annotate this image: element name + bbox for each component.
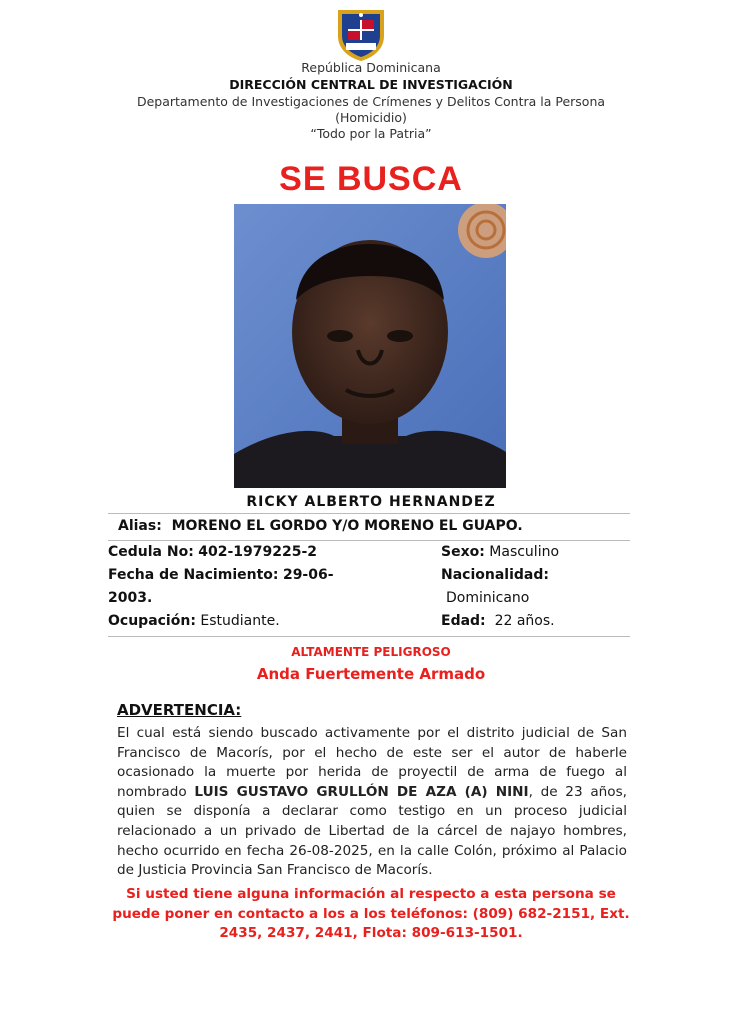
dob-label: Fecha de Nacimiento:	[108, 567, 279, 583]
dicrim-emblem-icon	[334, 6, 388, 62]
nationality-label: Nacionalidad:	[441, 567, 549, 583]
cedula-value: 402-1979225-2	[198, 544, 318, 560]
alias-label: Alias:	[118, 518, 162, 534]
nationality-value-field	[446, 587, 529, 609]
warning-body	[117, 724, 627, 881]
subject-name: RICKY ALBERTO HERNANDEZ	[246, 494, 496, 510]
divider	[108, 636, 630, 637]
sex-value: Masculino	[489, 544, 560, 560]
warning-text-after: , de 23 años, quien se disponía a declarar como testigo en un proceso judicial relacionado a un privado de Libertad de la cárcel de najayo hombres, hecho ocurrido en fecha 26-08-2025, en la calle Colón, próximo al Palacio de Justicia Provincia San Francisco de Macorís.	[117, 783, 627, 879]
sex-field	[441, 541, 559, 563]
contact-info: Si usted tiene alguna información al respecto a esta persona se puede poner en contacto a los a los teléfonos: (809) 682-2151, Ext. 2435, 2437, 2441, Flota: 809-613-1501.	[112, 886, 630, 942]
age-field	[441, 610, 555, 632]
dob-field-continued	[108, 587, 152, 609]
header-department: Departamento de Investigaciones de Crímenes y Delitos Contra la Persona	[136, 94, 606, 109]
occupation-value: Estudiante.	[200, 613, 280, 629]
header-motto: “Todo por la Patria”	[310, 126, 432, 141]
alias-row	[108, 513, 630, 541]
header-unit: (Homicidio)	[335, 110, 407, 125]
mugshot-photo	[234, 204, 506, 488]
wanted-title: SE BUSCA	[279, 160, 463, 198]
occupation-label: Ocupación:	[108, 613, 196, 629]
alias-value: MORENO EL GORDO Y/O MORENO EL GUAPO.	[171, 518, 523, 534]
warning-title: ADVERTENCIA:	[117, 701, 242, 719]
age-value: 22 años.	[494, 613, 555, 629]
occupation-field	[108, 610, 280, 632]
dob-value: 29-06-	[282, 567, 334, 583]
sex-label: Sexo:	[441, 544, 485, 560]
header-country: República Dominicana	[301, 60, 441, 75]
warning-text-before: El cual está siendo buscado activamente por el distrito judicial de San Francisco de Macorís, por el hecho de este ser el autor de haberle ocasionado la muerte por herida de proyectil de arma de fuego al nombrado	[117, 725, 627, 800]
cedula-field	[108, 541, 317, 563]
dob-value-year: 2003.	[108, 590, 153, 606]
dob-field	[108, 564, 334, 586]
age-label: Edad:	[441, 613, 486, 629]
nationality-field	[441, 564, 549, 586]
cedula-label: Cedula No:	[108, 544, 194, 560]
danger-level: ALTAMENTE PELIGROSO	[291, 645, 451, 659]
victim-name: LUIS GUSTAVO GRULLÓN DE AZA (A) NINI	[194, 783, 529, 800]
header-agency: DIRECCIÓN CENTRAL DE INVESTIGACIÓN	[229, 77, 513, 92]
nationality-value: Dominicano	[446, 590, 530, 606]
armed-warning: Anda Fuertemente Armado	[256, 665, 486, 683]
